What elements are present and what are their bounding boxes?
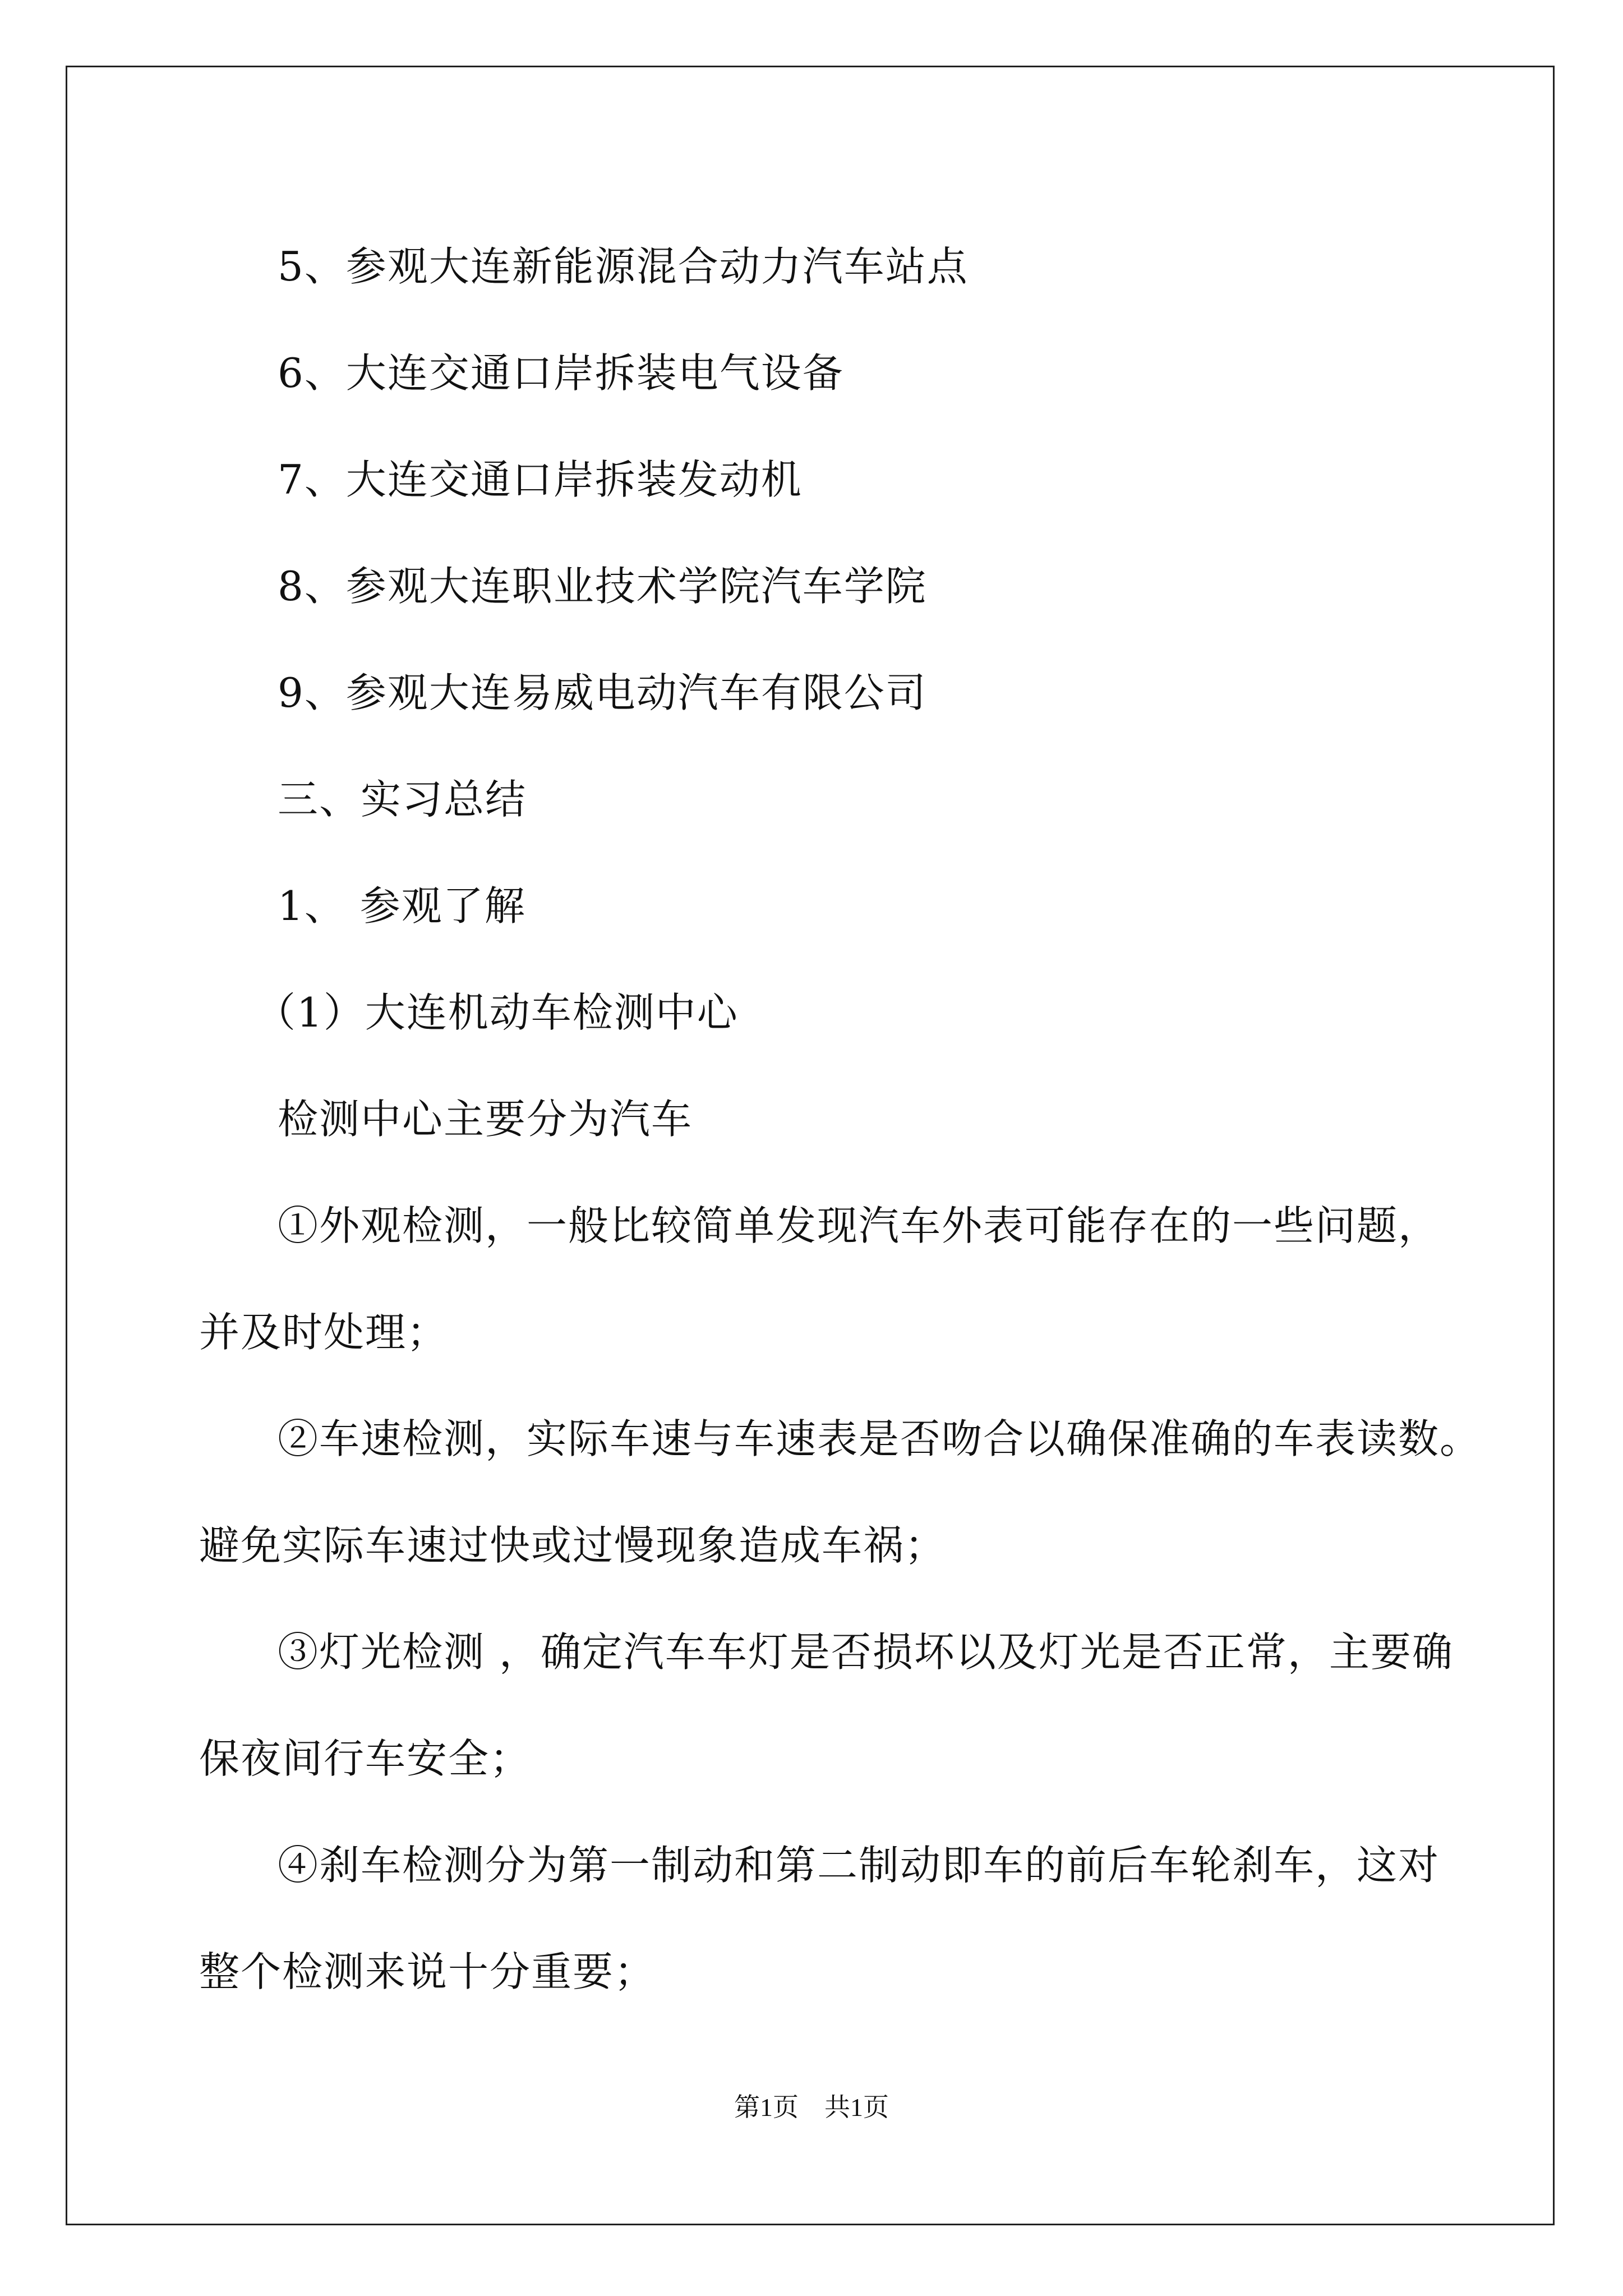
subsection-item: （1）大连机动车检测中心 bbox=[255, 989, 739, 1036]
list-item: 7、大连交通口岸拆装发动机 bbox=[278, 456, 803, 503]
subsection-heading: 1、 参观了解 bbox=[278, 882, 526, 930]
list-item: 9、参观大连易威电动汽车有限公司 bbox=[278, 669, 927, 716]
page-footer: 第1页 共1页 bbox=[734, 2093, 889, 2122]
paragraph: ①外观检测，一般比较简单发现汽车外表可能存在的一些问题， bbox=[278, 1202, 1440, 1249]
paragraph-continuation: 保夜间行车安全； bbox=[199, 1735, 532, 1782]
paragraph: 检测中心主要分为汽车 bbox=[278, 1096, 693, 1143]
list-item: 6、大连交通口岸拆装电气设备 bbox=[278, 349, 844, 397]
paragraph-continuation: 避免实际车速过快或过慢现象造成车祸； bbox=[199, 1522, 947, 1569]
paragraph: ②车速检测，实际车速与车速表是否吻合以确保准确的车表读数。 bbox=[278, 1415, 1482, 1462]
list-item: 8、参观大连职业技术学院汽车学院 bbox=[278, 563, 927, 610]
section-heading: 三、实习总结 bbox=[278, 776, 527, 823]
paragraph: ④刹车检测分为第一制动和第二制动即车的前后车轮刹车，这对 bbox=[278, 1842, 1440, 1889]
list-item: 5、参观大连新能源混合动力汽车站点 bbox=[278, 243, 969, 290]
paragraph-continuation: 并及时处理； bbox=[199, 1309, 449, 1356]
document-body bbox=[199, 213, 1482, 2025]
paragraph: ③灯光检测 ，确定汽车车灯是否损坏以及灯光是否正常，主要确 bbox=[278, 1628, 1454, 1676]
paragraph-continuation: 整个检测来说十分重要； bbox=[199, 1948, 656, 1995]
